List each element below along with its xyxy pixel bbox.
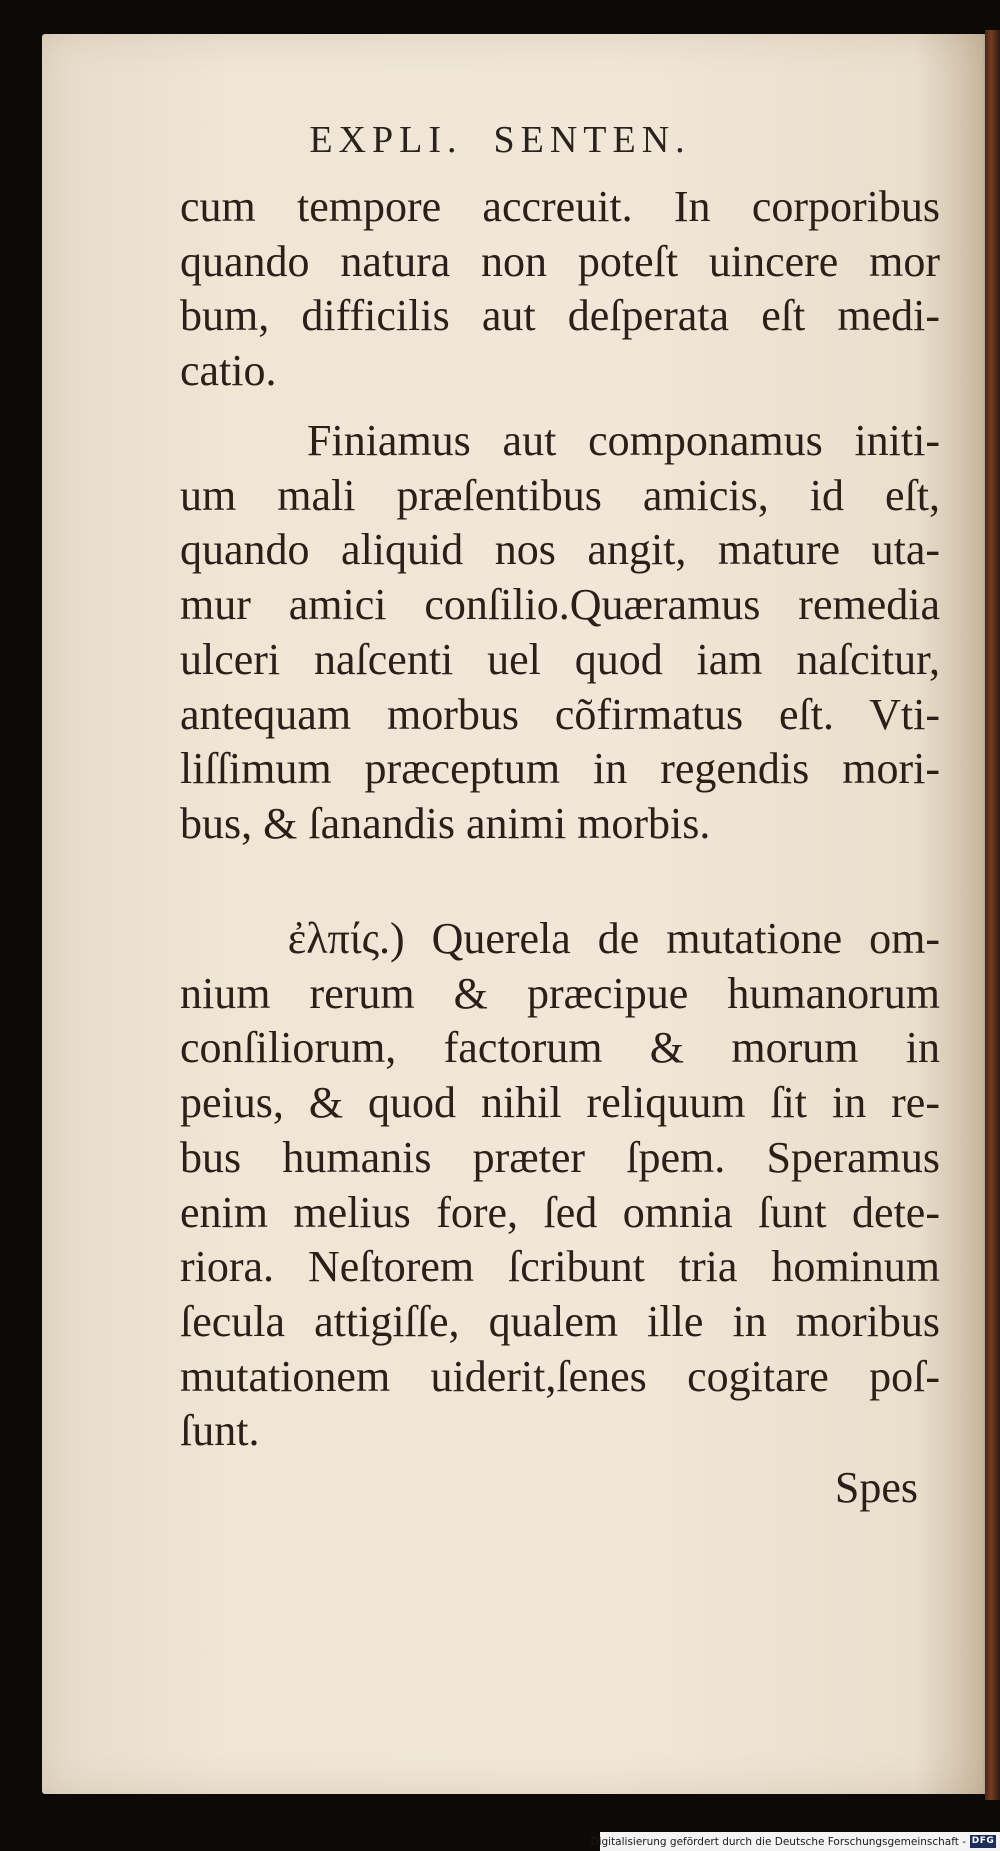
text-line: enim melius fore, ſed omnia ſunt dete- (180, 1187, 940, 1237)
text-line: quando aliquid nos angit, mature uta- (180, 525, 940, 575)
text-line: quando natura non poteſt uincere mor (180, 236, 940, 286)
footer-credit: Digitalisierung gefördert durch die Deutsche Forschungsgemeinschaft - (590, 1836, 966, 1848)
text-line: antequam morbus cõfirmatus eſt. Vti- (180, 689, 940, 739)
text-line: cum tempore accreuit. In corporibus (180, 182, 940, 231)
paragraph-3 (180, 912, 940, 1459)
catchword: Spes (834, 1463, 918, 1512)
dfg-logo (970, 1835, 996, 1848)
text-line: bum, difficilis aut deſperata eſt medi- (180, 291, 940, 341)
running-header: EXPLI. SENTEN. (309, 119, 691, 161)
text-line: ſunt. (180, 1406, 260, 1456)
text-line: mur amici conſilio.Quæramus remedia (180, 580, 940, 630)
paragraph-1 (180, 180, 940, 399)
text-line: bus humanis præter ſpem. Speramus (180, 1132, 940, 1182)
text-line: conſiliorum, factorum & morum in (180, 1023, 940, 1073)
text-line: ſecula attigiſſe, qualem ille in moribus (180, 1296, 940, 1346)
text-line: liſſimum præceptum in regendis mori- (180, 744, 940, 794)
book-edge (985, 30, 1000, 1800)
text-line: riora. Neſtorem ſcribunt tria hominum (180, 1242, 940, 1292)
text-line: nium rerum & præcipue humanorum (180, 968, 940, 1018)
text-line: peius, & quod nihil reliquum ſit in re- (180, 1078, 940, 1128)
dfg-logo-text: DFG (971, 1836, 995, 1846)
paragraph-2 (180, 414, 940, 852)
text-line: ἐλπίς.) Querela de mutatione om- (180, 914, 940, 963)
text-line: Finiamus aut componamus initi- (180, 416, 940, 465)
text-line: ulceri naſcenti uel quod iam naſcitur, (180, 634, 940, 684)
text-line: mutationem uiderit,ſenes cogitare poſ- (180, 1351, 940, 1401)
text-line: um mali præſentibus amicis, id eſt, (180, 470, 940, 520)
text-line: catio. (180, 346, 277, 396)
text-line: bus, & ſanandis animi morbis. (180, 798, 711, 848)
